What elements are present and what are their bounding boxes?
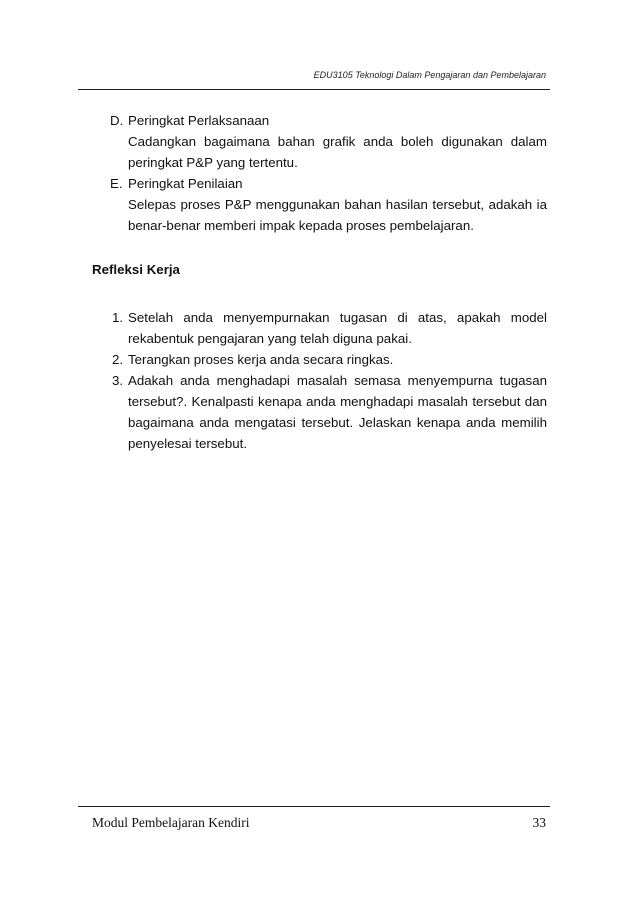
list-number: 2. (112, 352, 124, 367)
reflection-item-2 (92, 349, 547, 370)
stage-description: Selepas proses P&P menggunakan bahan hasilan tersebut, adakah ia benar-benar memberi impak kepada proses pembelajaran. (128, 197, 547, 233)
reflection-text: Setelah anda menyempurnakan tugasan di atas, apakah model rekabentuk pengajaran yang telah diguna pakai. (128, 310, 547, 346)
header-rule (78, 89, 550, 90)
footer-rule (78, 806, 550, 807)
list-number: 1. (112, 310, 124, 325)
reflection-item-1 (92, 307, 547, 349)
stage-title: Peringkat Penilaian (128, 176, 243, 191)
reflection-text: Terangkan proses kerja anda secara ringkas. (128, 352, 394, 367)
stage-item-e (92, 173, 547, 236)
stage-list (92, 110, 547, 236)
reflection-text: Adakah anda menghadapi masalah semasa menyempurna tugasan tersebut?. Kenalpasti kenapa anda menghadapi masalah tersebut dan bagaimana anda mengatasi tersebut. Jelaskan kenapa anda memilih penyelesai tersebut. (128, 373, 547, 451)
reflection-list (92, 307, 547, 454)
stage-item-d (92, 110, 547, 173)
stage-description: Cadangkan bagaimana bahan grafik anda boleh digunakan dalam peringkat P&P yang tertentu. (128, 134, 547, 170)
stage-marker: D. (110, 113, 124, 128)
list-number: 3. (112, 373, 124, 388)
footer-module-name: Modul Pembelajaran Kendiri (92, 815, 250, 830)
reflection-item-3 (92, 370, 547, 454)
running-header: EDU3105 Teknologi Dalam Pengajaran dan Pembelajaran (313, 70, 546, 80)
page-number: 33 (532, 815, 546, 830)
stage-marker: E. (110, 176, 123, 191)
stage-title: Peringkat Perlaksanaan (128, 113, 270, 128)
section-heading: Refleksi Kerja (92, 262, 180, 277)
